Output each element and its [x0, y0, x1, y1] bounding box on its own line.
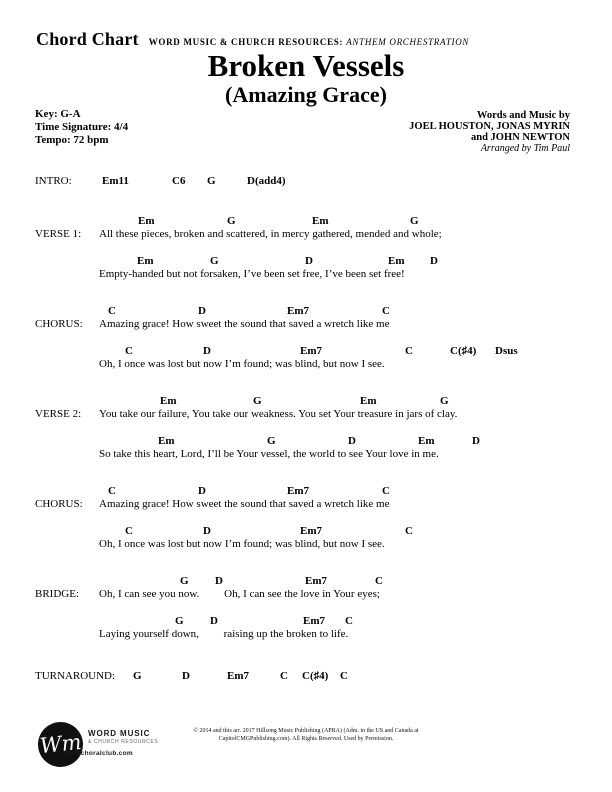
section-label-verse1: VERSE 1:	[35, 228, 82, 240]
verse1-lyric-line-2	[0, 268, 612, 282]
chord: G	[267, 435, 276, 447]
chord: Dsus	[495, 345, 518, 357]
chord: Em	[312, 215, 329, 227]
logo-subtitle: & CHURCH RESOURCES	[88, 739, 159, 745]
section-label-intro: INTRO:	[35, 175, 72, 187]
chord: G	[210, 255, 219, 267]
publisher-label: WORD MUSIC & CHURCH RESOURCES:	[148, 37, 344, 47]
header-row	[36, 29, 469, 50]
credits-block	[409, 110, 570, 154]
chord: D	[472, 435, 480, 447]
bridge-lyric-line-1	[0, 588, 612, 602]
chord: D	[203, 345, 211, 357]
verse2-chord-line-1	[0, 395, 612, 409]
chord: C(♯4)	[302, 670, 329, 682]
chord: Em	[160, 395, 177, 407]
chord: D	[210, 615, 218, 627]
verse1-chord-line-1	[0, 215, 612, 229]
chorus1-lyric-line-2	[0, 358, 612, 372]
section-label-bridge: BRIDGE:	[35, 588, 79, 600]
song-meta-block	[35, 108, 128, 147]
chord: Em7	[303, 615, 325, 627]
chorus2-lyric-line-2	[0, 538, 612, 552]
turnaround-line	[0, 670, 612, 684]
chord: Em7	[287, 305, 309, 317]
chord: C	[125, 525, 133, 537]
section-label-chorus2: CHORUS:	[35, 498, 83, 510]
verse2-lyric-line-1	[0, 408, 612, 422]
chord: C	[382, 485, 390, 497]
chorus1-chord-line-2	[0, 345, 612, 359]
lyric-line: Laying yourself down, raising up the broken to life.	[99, 628, 349, 640]
song-title: Broken Vessels	[207, 48, 405, 83]
chord: C	[108, 305, 116, 317]
chord: Em	[158, 435, 175, 447]
chord: C	[382, 305, 390, 317]
copyright-line-1: © 2014 and this arr. 2017 Hillsong Music Publishing (APRA) (Adm. in the US and Canada at	[193, 728, 419, 734]
tempo-label: Tempo: 72 bpm	[35, 134, 109, 146]
chord: D	[198, 305, 206, 317]
chord: D	[430, 255, 438, 267]
chord: G	[227, 215, 236, 227]
word-music-logo-icon	[38, 722, 83, 767]
chord: D	[198, 485, 206, 497]
verse2-lyric-line-2	[0, 448, 612, 462]
chord: C6	[172, 175, 186, 187]
chord: C	[125, 345, 133, 357]
chord: C	[405, 345, 413, 357]
lyric-line: You take our failure, You take our weakness. You set Your treasure in jars of clay.	[99, 408, 458, 420]
chorus2-chord-line-2	[0, 525, 612, 539]
song-subtitle: (Amazing Grace)	[225, 82, 387, 107]
chord: Em	[137, 255, 154, 267]
bridge-chord-line-2	[0, 615, 612, 629]
chord: C	[280, 670, 288, 682]
chord: G	[133, 670, 142, 682]
chord: G	[175, 615, 184, 627]
chord: C	[375, 575, 383, 587]
chord: C	[405, 525, 413, 537]
time-signature-label: Time Signature: 4/4	[35, 121, 129, 133]
chord: D	[182, 670, 190, 682]
chord: D(add4)	[247, 175, 286, 187]
chord: Em	[138, 215, 155, 227]
lyric-line: Amazing grace! How sweet the sound that saved a wretch like me	[99, 498, 390, 510]
credits-byline: Words and Music by	[476, 110, 570, 121]
publisher-series-label	[149, 37, 469, 47]
chord: Em7	[287, 485, 309, 497]
verse1-lyric-line-1	[0, 228, 612, 242]
lyric-line: Amazing grace! How sweet the sound that saved a wretch like me	[99, 318, 390, 330]
arranger-credit: Arranged by Tim Paul	[480, 143, 570, 154]
lyric-line: Oh, I can see you now. Oh, I can see the love in Your eyes;	[99, 588, 380, 600]
chord: Em	[388, 255, 405, 267]
section-label-verse2: VERSE 2:	[35, 408, 82, 420]
chorus1-chord-line-1	[0, 305, 612, 319]
chord: Em7	[300, 525, 322, 537]
verse1-chord-line-2	[0, 255, 612, 269]
section-label-chorus1: CHORUS:	[35, 318, 83, 330]
chord: Em7	[227, 670, 249, 682]
chord: C	[108, 485, 116, 497]
bridge-lyric-line-2	[0, 628, 612, 642]
chord: D	[203, 525, 211, 537]
chorus1-lyric-line-1	[0, 318, 612, 332]
lyric-line: Empty-handed but not forsaken, I’ve been set free, I’ve been set free!	[99, 268, 405, 280]
chord: D	[215, 575, 223, 587]
chord: G	[207, 175, 216, 187]
chord: Em11	[102, 175, 129, 187]
chord: D	[348, 435, 356, 447]
chorus2-lyric-line-1	[0, 498, 612, 512]
doc-type-label: Chord Chart	[36, 29, 139, 49]
logo-wordmark: WORD MUSIC	[88, 729, 151, 738]
copyright-line-2: CapitolCMGPublishing.com). All Rights Reserved. Used by Permission.	[218, 735, 394, 742]
bridge-chord-line-1	[0, 575, 612, 589]
lyric-line: So take this heart, Lord, I’ll be Your vessel, the world to see Your love in me.	[99, 448, 439, 460]
chord: C	[345, 615, 353, 627]
chord: D	[305, 255, 313, 267]
chorus2-chord-line-1	[0, 485, 612, 499]
logo-website-url: wordchoralclub.com	[64, 750, 133, 757]
chord: G	[253, 395, 262, 407]
lyric-line: Oh, I once was lost but now I’m found; was blind, but now I see.	[99, 358, 385, 370]
lyric-line: Oh, I once was lost but now I’m found; was blind, but now I see.	[99, 538, 385, 550]
credits-authors-1: JOEL HOUSTON, JONAS MYRIN	[409, 121, 570, 132]
section-label-turnaround: TURNAROUND:	[35, 670, 116, 682]
key-label: Key: G-A	[35, 108, 81, 120]
verse2-chord-line-2	[0, 435, 612, 449]
chord: G	[180, 575, 189, 587]
chord: C(♯4)	[450, 345, 477, 357]
lyric-line: All these pieces, broken and scattered, in mercy gathered, mended and whole;	[99, 228, 442, 240]
intro-line	[0, 175, 612, 189]
chord: C	[340, 670, 348, 682]
chord: Em7	[305, 575, 327, 587]
credits-authors-2: and JOHN NEWTON	[471, 132, 570, 143]
chord: Em	[360, 395, 377, 407]
chord: G	[440, 395, 449, 407]
series-label: ANTHEM ORCHESTRATION	[346, 37, 470, 47]
chord: G	[410, 215, 419, 227]
copyright-notice	[106, 728, 506, 743]
chord: Em7	[300, 345, 322, 357]
wm-monogram: Wm	[38, 729, 83, 759]
chord: Em	[418, 435, 435, 447]
